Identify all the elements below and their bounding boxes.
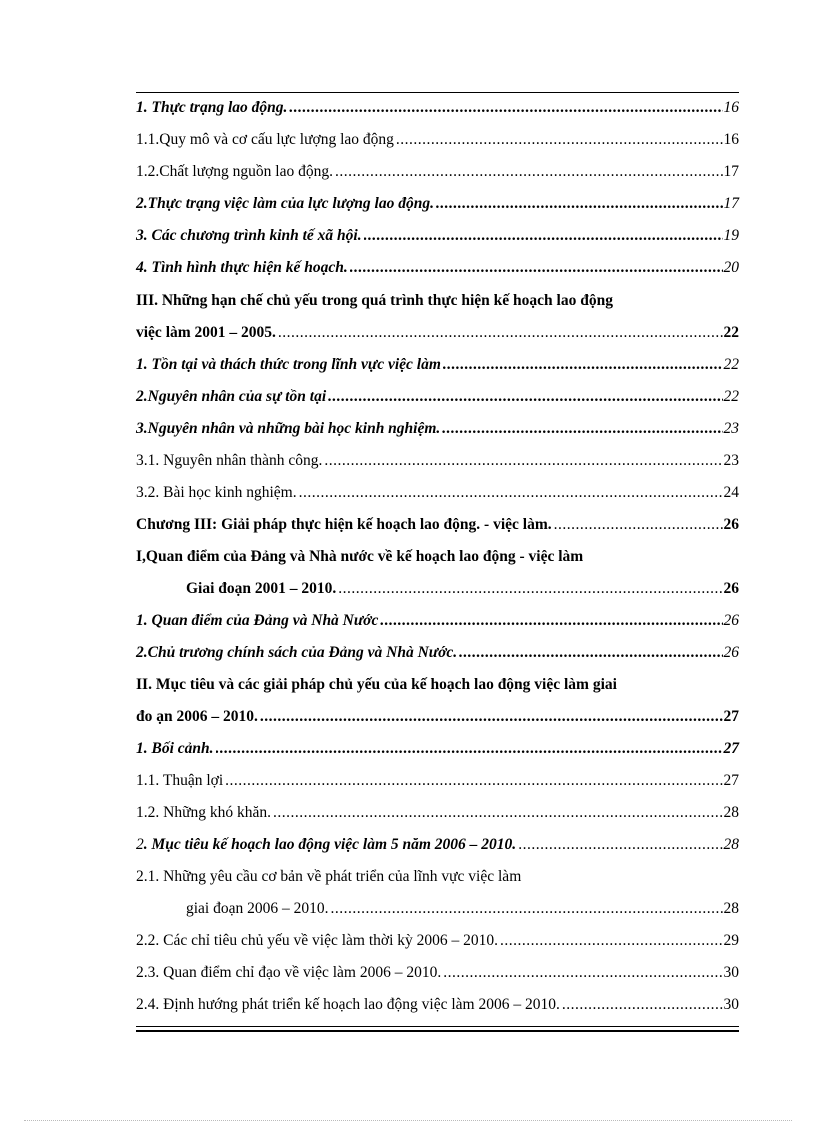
- toc-label: 3.1. Nguyên nhân thành công.: [136, 452, 323, 469]
- toc-entry[interactable]: [136, 92, 739, 118]
- leader-dots: [442, 419, 722, 439]
- toc-entry[interactable]: [136, 701, 739, 727]
- toc-label: 3. Các chương trình kinh tế xã hội.: [136, 227, 362, 244]
- leader-dots: [324, 451, 722, 471]
- toc-page: 17: [723, 163, 739, 180]
- bottom-double-rule: [136, 1026, 739, 1032]
- toc-label: 4. Tình hình thực hiện kế hoạch.: [136, 259, 348, 276]
- toc-entry[interactable]: [136, 188, 739, 214]
- toc-entry[interactable]: [136, 445, 739, 471]
- toc-page: 29: [723, 932, 739, 949]
- toc-entry[interactable]: [136, 220, 739, 246]
- toc-entry[interactable]: [136, 252, 739, 278]
- toc-heading-line[interactable]: [136, 861, 739, 887]
- toc-entry[interactable]: [136, 381, 739, 407]
- toc-entry[interactable]: [136, 893, 739, 919]
- leader-dots: [278, 323, 723, 343]
- toc-label: đo ạn 2006 – 2010.: [136, 708, 258, 725]
- leader-dots: [396, 130, 723, 150]
- toc-entry[interactable]: [136, 124, 739, 150]
- toc-label: 2.4. Định hướng phát triển kế hoạch lao động việc làm 2006 – 2010.: [136, 996, 560, 1013]
- toc-entry[interactable]: [136, 413, 739, 439]
- toc-label: 2.3. Quan điểm chỉ đạo về việc làm 2006 – 2010.: [136, 964, 442, 981]
- toc-label: 1.1. Thuận lợi: [136, 772, 224, 789]
- toc-entry[interactable]: [136, 829, 739, 855]
- toc-page: 17: [723, 195, 739, 212]
- toc-entry[interactable]: [136, 765, 739, 791]
- toc-entry[interactable]: [136, 317, 739, 343]
- toc-page: 26: [723, 612, 739, 629]
- toc-heading-line[interactable]: [136, 285, 739, 311]
- leader-dots: [299, 483, 723, 503]
- toc-entry[interactable]: [136, 605, 739, 631]
- toc-entry[interactable]: [136, 573, 739, 599]
- leader-dots: [554, 515, 723, 535]
- toc-label-number: 2: [136, 836, 144, 853]
- toc-page: 22: [723, 324, 739, 341]
- toc-label: 1.2. Những khó khăn.: [136, 804, 271, 821]
- toc-label: 1.1.Quy mô và cơ cấu lực lượng lao động: [136, 131, 394, 148]
- toc-label: 1. Bối cảnh.: [136, 740, 214, 757]
- leader-dots: [273, 803, 723, 823]
- toc-label: Chương III: Giải pháp thực hiện kế hoạch lao động. - việc làm.: [136, 516, 552, 533]
- leader-dots: [443, 355, 723, 375]
- toc-entry[interactable]: [136, 509, 739, 535]
- toc-page: 24: [723, 484, 739, 501]
- toc-label: 1. Tồn tại và thách thức trong lĩnh vực việc làm: [136, 356, 441, 373]
- toc-entry[interactable]: [136, 637, 739, 663]
- toc-page: 30: [723, 996, 739, 1013]
- leader-dots: [436, 194, 723, 214]
- leader-dots: [364, 226, 723, 246]
- leader-dots: [289, 98, 722, 118]
- toc-page: 16: [723, 99, 739, 116]
- toc-page: 27: [723, 772, 739, 789]
- toc-page: 28: [723, 836, 739, 853]
- toc-label: 1. Quan điểm của Đảng và Nhà Nước: [136, 612, 379, 629]
- toc-entry[interactable]: [136, 925, 739, 951]
- toc-page: 30: [723, 964, 739, 981]
- toc-label: 1.2.Chất lượng nguồn lao động.: [136, 163, 333, 180]
- toc-entry[interactable]: [136, 797, 739, 823]
- toc-label: 2.1. Những yêu cầu cơ bản về phát triển của lĩnh vực việc làm: [136, 868, 522, 885]
- toc-entry[interactable]: [136, 733, 739, 759]
- leader-dots: [500, 931, 722, 951]
- leader-dots: [380, 611, 722, 631]
- leader-dots: [350, 258, 723, 278]
- leader-dots: [225, 771, 722, 791]
- toc-label: việc làm 2001 – 2005.: [136, 324, 276, 341]
- toc-page: 27: [723, 740, 739, 757]
- toc-label: giai đoạn 2006 – 2010.: [186, 900, 329, 917]
- toc-page: 28: [723, 804, 739, 821]
- leader-dots: [260, 707, 723, 727]
- toc-entry[interactable]: [136, 957, 739, 983]
- toc-page: 22: [723, 388, 739, 405]
- toc-page: 23: [723, 420, 739, 437]
- toc-label: [136, 835, 518, 855]
- toc-page: 23: [723, 452, 739, 469]
- toc-label: 2.Chủ trương chính sách của Đảng và Nhà Nước.: [136, 644, 458, 661]
- leader-dots: [459, 643, 722, 663]
- toc-entry[interactable]: [136, 989, 739, 1015]
- toc-label: 3.2. Bài học kinh nghiệm.: [136, 484, 297, 501]
- toc-page: 26: [723, 516, 739, 533]
- toc-heading-line[interactable]: [136, 669, 739, 695]
- toc-page: 22: [723, 356, 739, 373]
- toc-label: III. Những hạn chế chủ yếu trong quá trình thực hiện kế hoạch lao động: [136, 292, 613, 309]
- toc-entry[interactable]: [136, 349, 739, 375]
- toc-entry[interactable]: [136, 477, 739, 503]
- toc-heading-line[interactable]: [136, 541, 739, 567]
- leader-dots: [338, 579, 722, 599]
- toc-label-text: . Mục tiêu kế hoạch lao động việc làm 5 năm 2006 – 2010.: [143, 836, 517, 853]
- toc-page: 26: [723, 580, 739, 597]
- toc-page: 19: [723, 227, 739, 244]
- leader-dots: [328, 387, 722, 407]
- toc-label: 2.2. Các chỉ tiêu chủ yếu về việc làm thời kỳ 2006 – 2010.: [136, 932, 499, 949]
- leader-dots: [443, 963, 722, 983]
- leader-dots: [331, 899, 723, 919]
- toc-label: I,Quan điểm của Đảng và Nhà nước về kế hoạch lao động - việc làm: [136, 548, 584, 565]
- toc-page: 16: [723, 131, 739, 148]
- leader-dots: [216, 739, 723, 759]
- toc-label: 1. Thực trạng lao động.: [136, 99, 288, 116]
- toc-entry[interactable]: [136, 156, 739, 182]
- toc-page: 20: [723, 259, 739, 276]
- toc-page: 26: [723, 644, 739, 661]
- toc-label: 3.Nguyên nhân và những bài học kinh nghiệm.: [136, 420, 441, 437]
- leader-dots: [518, 835, 722, 855]
- toc-page: 27: [723, 708, 739, 725]
- toc-label: II. Mục tiêu và các giải pháp chủ yếu của kế hoạch lao động việc làm giai: [136, 676, 617, 693]
- toc-page: 28: [723, 900, 739, 917]
- leader-dots: [335, 162, 723, 182]
- toc-label: 2.Nguyên nhân của sự tồn tại: [136, 388, 327, 405]
- toc-label: Giai đoạn 2001 – 2010.: [186, 580, 337, 597]
- toc-label: 2.Thực trạng việc làm của lực lượng lao động.: [136, 195, 434, 212]
- leader-dots: [562, 995, 723, 1015]
- page-edge-dots: [24, 1120, 792, 1121]
